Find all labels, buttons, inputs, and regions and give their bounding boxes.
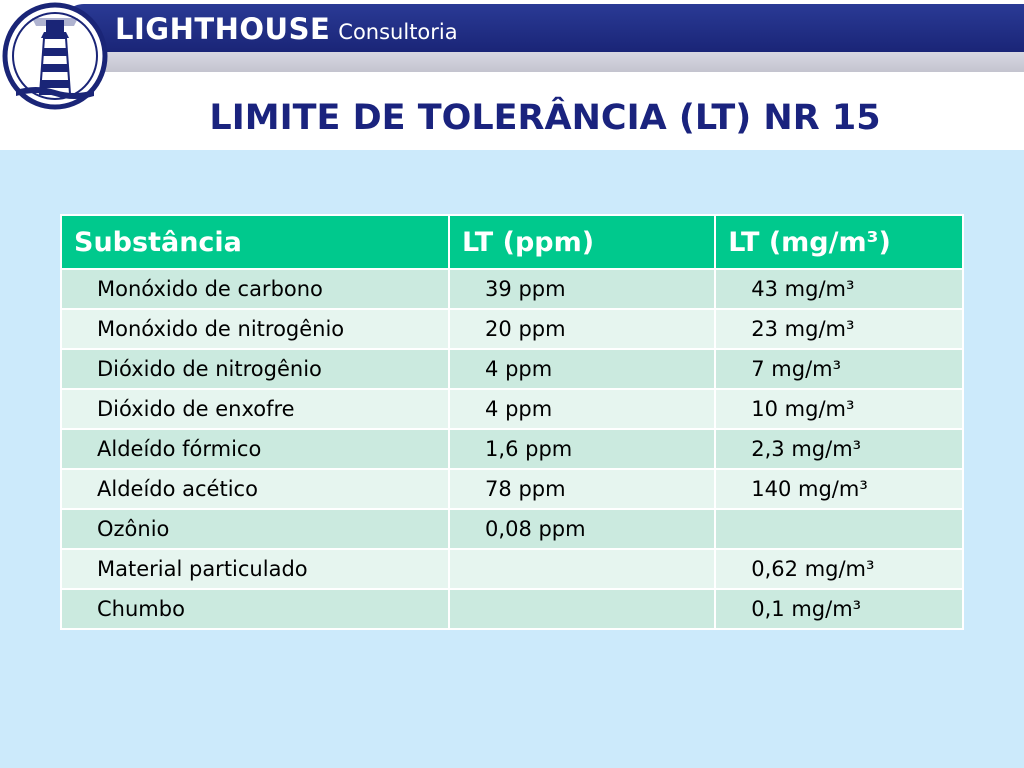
- lt-ppm-cell: 4 ppm: [449, 349, 715, 389]
- lt-mgm3-cell: 10 mg/m³: [715, 389, 963, 429]
- table-header-row: [61, 215, 963, 269]
- lt-ppm-cell: 78 ppm: [449, 469, 715, 509]
- substance-cell: Chumbo: [61, 589, 449, 629]
- lt-ppm-cell: 20 ppm: [449, 309, 715, 349]
- brand-subtitle: Consultoria: [338, 20, 458, 44]
- substance-cell: Material particulado: [61, 549, 449, 589]
- table-row: [61, 349, 963, 389]
- lt-mgm3-cell: 0,62 mg/m³: [715, 549, 963, 589]
- lt-ppm-cell: 39 ppm: [449, 269, 715, 309]
- lt-mgm3-cell: 2,3 mg/m³: [715, 429, 963, 469]
- substance-cell: Aldeído fórmico: [61, 429, 449, 469]
- substance-cell: Ozônio: [61, 509, 449, 549]
- substance-cell: Aldeído acético: [61, 469, 449, 509]
- lt-ppm-cell: [449, 589, 715, 629]
- table-row: [61, 269, 963, 309]
- column-header-substance: Substância: [61, 215, 449, 269]
- substance-cell: Dióxido de nitrogênio: [61, 349, 449, 389]
- substance-cell: Dióxido de enxofre: [61, 389, 449, 429]
- lt-mgm3-cell: 140 mg/m³: [715, 469, 963, 509]
- table-row: [61, 389, 963, 429]
- table-row: [61, 549, 963, 589]
- lt-mgm3-cell: 43 mg/m³: [715, 269, 963, 309]
- brand-name: LIGHTHOUSE: [115, 12, 331, 46]
- substance-cell: Monóxido de nitrogênio: [61, 309, 449, 349]
- slide-title: LIMITE DE TOLERÂNCIA (LT) NR 15: [209, 98, 881, 138]
- header-gray-band: [60, 52, 1024, 72]
- table-row: [61, 469, 963, 509]
- brand-wordmark: [115, 12, 458, 48]
- table-row: [61, 589, 963, 629]
- table-row: [61, 309, 963, 349]
- table-row: [61, 429, 963, 469]
- table-row: [61, 509, 963, 549]
- lt-mgm3-cell: 7 mg/m³: [715, 349, 963, 389]
- tolerance-limits-table: [60, 214, 964, 630]
- column-header-lt-mgm3: LT (mg/m³): [715, 215, 963, 269]
- lt-mgm3-cell: [715, 509, 963, 549]
- lt-ppm-cell: 4 ppm: [449, 389, 715, 429]
- lt-ppm-cell: 0,08 ppm: [449, 509, 715, 549]
- lt-mgm3-cell: 23 mg/m³: [715, 309, 963, 349]
- column-header-lt-ppm: LT (ppm): [449, 215, 715, 269]
- substance-cell: Monóxido de carbono: [61, 269, 449, 309]
- lt-ppm-cell: 1,6 ppm: [449, 429, 715, 469]
- lighthouse-icon: [2, 2, 108, 110]
- lt-mgm3-cell: 0,1 mg/m³: [715, 589, 963, 629]
- lt-ppm-cell: [449, 549, 715, 589]
